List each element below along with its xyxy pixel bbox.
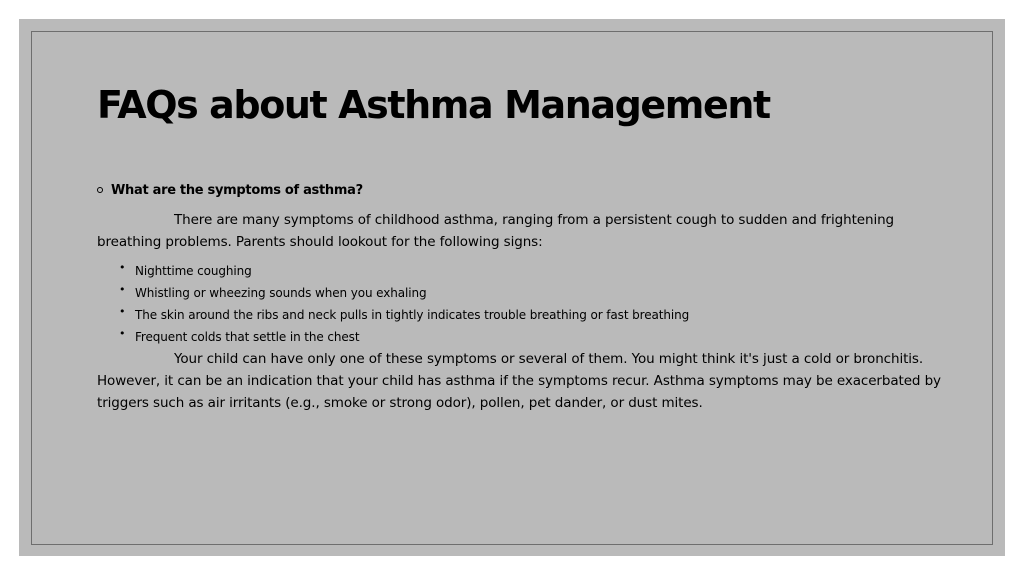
list-item-text: Whistling or wheezing sounds when you exhaling bbox=[135, 286, 427, 300]
bullet-dot-icon: • bbox=[119, 283, 126, 296]
list-item-text: The skin around the ribs and neck pulls in tightly indicates trouble breathing or fast breathing bbox=[135, 308, 690, 322]
closing-paragraph: Your child can have only one of these symptoms or several of them. You might think it's just a cold or bronchitis. However, it can be an indication that your child has asthma if the symptoms recur. Asthma symptoms may be exacerbated by triggers such as air irritants (e.g., smoke or strong odor), pollen, pet dander, or dust mites. bbox=[97, 351, 941, 411]
bullet-dot-icon: • bbox=[119, 327, 126, 340]
slide-title: FAQs about Asthma Management bbox=[97, 83, 770, 127]
signs-list bbox=[117, 260, 689, 348]
list-item bbox=[117, 326, 689, 348]
slide bbox=[19, 19, 1005, 556]
list-item bbox=[117, 304, 689, 326]
question-row bbox=[97, 181, 363, 199]
intro-paragraph: There are many symptoms of childhood asthma, ranging from a persistent cough to sudden and frightening breathing problems. Parents should lookout for the following signs: bbox=[97, 212, 895, 250]
hollow-circle-bullet-icon bbox=[97, 187, 103, 193]
bullet-dot-icon: • bbox=[119, 305, 126, 318]
list-item bbox=[117, 260, 689, 282]
list-item bbox=[117, 282, 689, 304]
question-heading: What are the symptoms of asthma? bbox=[111, 182, 363, 198]
list-item-text: Frequent colds that settle in the chest bbox=[135, 330, 360, 344]
bullet-dot-icon: • bbox=[119, 261, 126, 274]
list-item-text: Nighttime coughing bbox=[135, 264, 252, 278]
